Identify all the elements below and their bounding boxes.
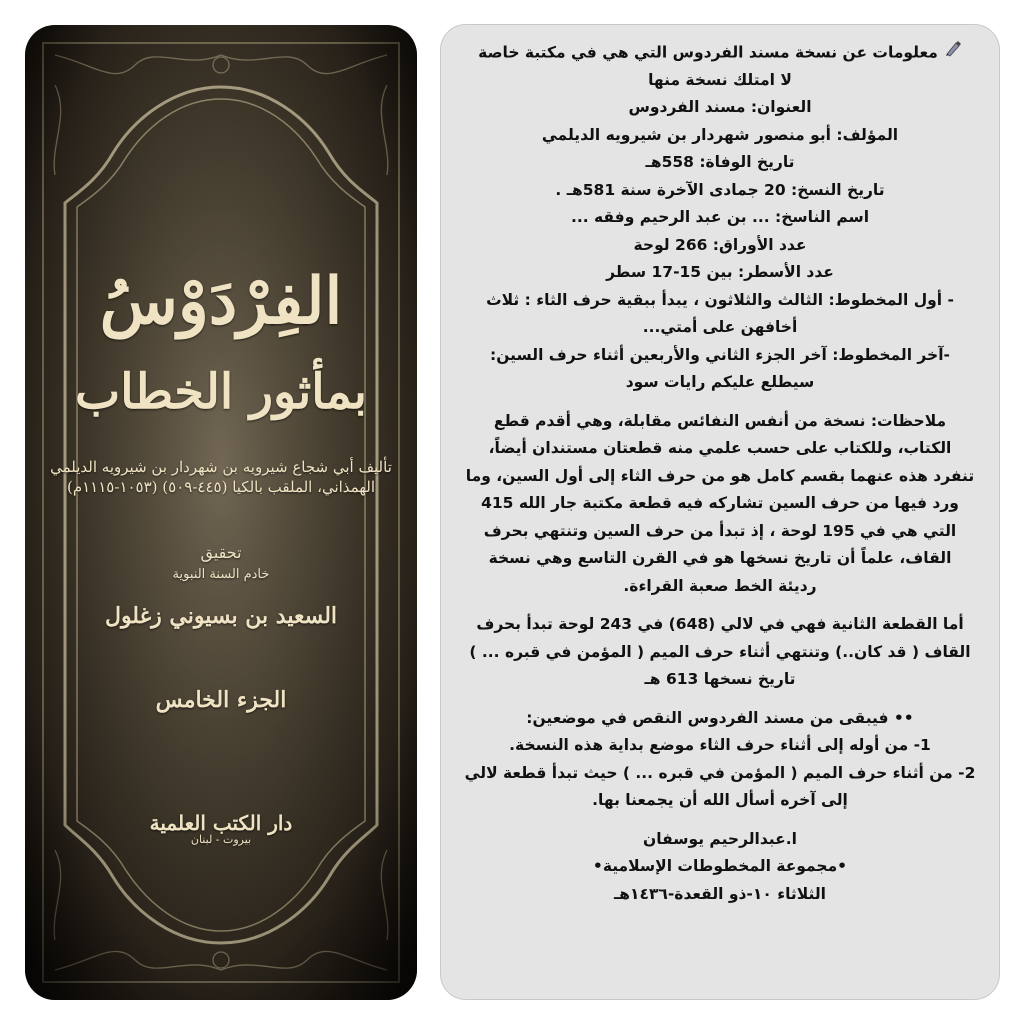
note-line: أما القطعة الثانية فهي في لالي (648) في 243 لوحة تبدأ بحرف <box>476 615 964 633</box>
note-line: القاف ( قد كان..) وتنتهي أثناء حرف الميم ( المؤمن في قبره ... ) <box>469 642 971 661</box>
note-line: الثلاثاء ١٠-ذو القعدة-١٤٣٦هـ <box>613 884 826 903</box>
note-line: التي هي في 195 لوحة ، إذ تبدأ من حرف السين وتنتهي بحرف <box>483 521 957 540</box>
book-author-line-1: تأليف أبي شجاع شيرويه بن شهردار بن شيرويه الديلمي <box>50 458 392 476</box>
book-editor-label: تحقيق <box>200 543 242 562</box>
note-line: تاريخ الوفاة: 558هـ <box>645 153 795 171</box>
note-line: المؤلف: أبو منصور شهردار بن شيرويه الديلمي <box>541 125 899 144</box>
note-heading: معلومات عن نسخة مسند الفردوس التي هي في مكتبة خاصة <box>478 43 938 62</box>
note-line: تاريخ النسخ: 20 جمادى الآخرة سنة 581هـ . <box>555 180 885 199</box>
note-line: سيطلع عليكم رايات سود <box>625 373 815 391</box>
note-line: 1- من أوله إلى أثناء حرف الثاء موضع بداية هذه النسخة. <box>509 736 931 754</box>
note-line: الكتاب، وللكتاب على حسب علمي منه قطعتان مستندان أيضاً، <box>488 439 952 457</box>
note-line: اسم الناسخ: ... بن عبد الرحيم وفقه ... <box>570 208 870 226</box>
note-line: تنفرد هذه عنهما بقسم كامل هو من حرف الثاء إلى أول السين، وما <box>465 466 975 485</box>
cover-ornament-frame <box>25 25 417 1000</box>
note-line <box>453 397 987 408</box>
note-line: عدد الأوراق: 266 لوحة <box>633 235 807 254</box>
book-author-line-2: الهمذاني، الملقب بالكيا (٤٤٥-٥٠٩) (١٠٥٣-١١١٥م) <box>66 478 376 496</box>
bookmark-pen-icon <box>944 39 962 67</box>
note-line: 2- من أثناء حرف الميم ( المؤمن في قبره ... ) حيث تبدأ قطعة لالي <box>464 763 976 782</box>
note-line: العنوان: مسند الفردوس <box>628 98 812 116</box>
note-line: •مجموعة المخطوطات الإسلامية• <box>592 857 848 875</box>
note-line: أخافهن على أمتي... <box>642 318 798 336</box>
book-cover-photo <box>25 25 417 1000</box>
note-line: •• فيبقى من مسند الفردوس النقص في موضعين: <box>526 708 914 727</box>
note-line: ملاحظات: نسخة من أنفس النفائس مقابلة، وهي أقدم قطع <box>493 411 947 430</box>
note-line: إلى آخره أسأل الله أن يجمعنا بها. <box>592 791 848 809</box>
note-line <box>453 39 987 67</box>
note-line: رديئة الخط صعبة القراءة. <box>623 576 817 595</box>
note-line: تاريخ نسخها 613 هـ <box>644 670 796 688</box>
note-line <box>453 815 987 826</box>
note-line: القاف، علماً أن تاريخ نسخها هو في القرن التاسع وهي نسخة <box>488 549 952 567</box>
note-line: - أول المخطوط: الثالث والثلاثون ، يبدأ ببقية حرف الثاء : ثلاث <box>486 290 954 309</box>
note-line: عدد الأسطر: بين 15-17 سطر <box>606 263 834 281</box>
note-line <box>453 600 987 611</box>
book-title: الفِرْدَوْسُ <box>99 264 343 339</box>
book-publisher-place: بيروت - لبنان <box>190 833 252 846</box>
note-line: -آخر المخطوط: آخر الجزء الثاني والأربعين أثناء حرف السين: <box>490 345 950 364</box>
book-editor-role: خادم السنة النبوية <box>172 567 270 582</box>
note-line: ا.عبدالرحيم يوسفان <box>643 829 797 848</box>
note-text <box>453 39 987 908</box>
book-subtitle: بمأثور الخطاب <box>75 364 367 420</box>
note-line: لا امتلك نسخة منها <box>648 70 792 89</box>
book-volume: الجزء الخامس <box>155 687 287 713</box>
note-line: ورد فيها من حرف السين تشاركه فيه قطعة مكتبة جار الله 415 <box>481 494 959 512</box>
note-card <box>440 24 1000 1000</box>
book-editor-name: السعيد بن بسيوني زغلول <box>104 603 338 629</box>
book-publisher: دار الكتب العلمية <box>149 811 293 835</box>
note-line <box>453 694 987 705</box>
